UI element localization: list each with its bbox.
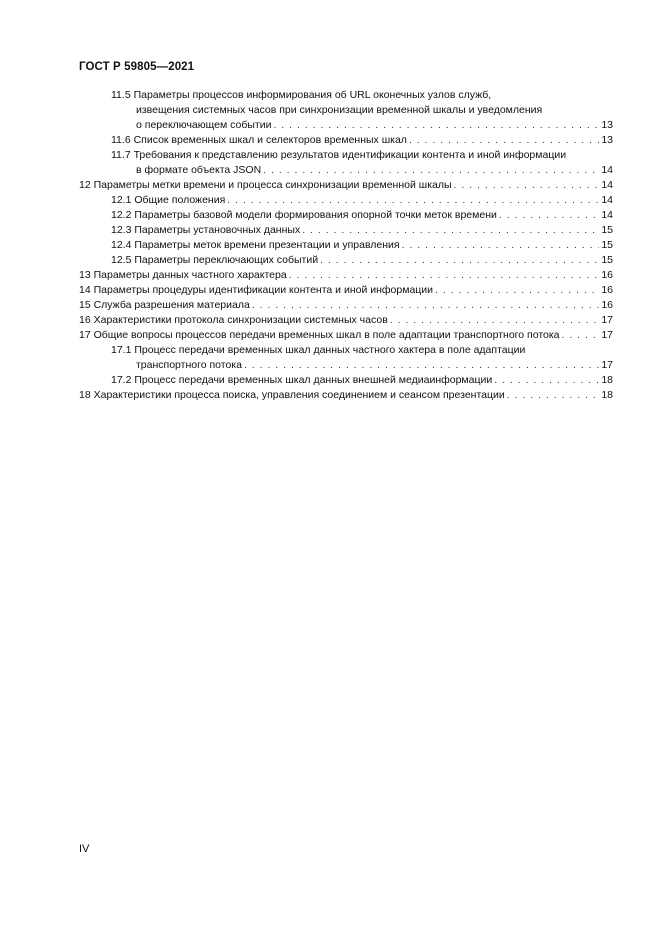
toc-page-number: 15 xyxy=(601,224,613,236)
toc-entry[interactable] xyxy=(79,193,613,208)
toc-entry[interactable] xyxy=(79,388,613,403)
page-number: IV xyxy=(79,843,90,855)
toc-entry[interactable] xyxy=(79,328,613,343)
toc-entry[interactable] xyxy=(79,88,613,133)
toc-entry-title: 12.2 Параметры базовой модели формирования опорной точки меток времени xyxy=(111,209,497,221)
dot-leader xyxy=(562,328,600,343)
toc-entry-title: 12.5 Параметры переключающих событий xyxy=(111,254,319,266)
toc-entry-title: 17.1 Процесс передачи временных шкал данных частного хактера в поле адаптации xyxy=(111,344,526,356)
dot-leader xyxy=(263,163,599,178)
toc-entry[interactable] xyxy=(79,223,613,238)
toc-entry[interactable] xyxy=(79,268,613,283)
toc-page-number: 16 xyxy=(601,269,613,281)
toc-page-number: 15 xyxy=(601,239,613,251)
dot-leader xyxy=(507,388,600,403)
toc-page-number: 15 xyxy=(601,254,613,266)
toc-entry-title: 11.5 Параметры процессов информирования об URL оконечных узлов служб, xyxy=(111,89,492,101)
toc-entry-title: транспортного потока xyxy=(136,359,242,371)
dot-leader xyxy=(435,283,599,298)
toc-entry-title: 12.4 Параметры меток времени презентации и управления xyxy=(111,239,400,251)
toc-entry-title: 18 Характеристики процесса поиска, управления соединением и сеансом презентации xyxy=(79,389,505,401)
toc-entry[interactable] xyxy=(79,208,613,223)
toc-page-number: 14 xyxy=(601,209,613,221)
dot-leader xyxy=(302,223,599,238)
dot-leader xyxy=(273,118,599,133)
dot-leader xyxy=(390,313,600,328)
document-header: ГОСТ Р 59805—2021 xyxy=(79,61,195,73)
toc-page-number: 18 xyxy=(601,374,613,386)
toc-page-number: 14 xyxy=(601,194,613,206)
dot-leader xyxy=(227,193,599,208)
toc-entry-title: 17 Общие вопросы процессов передачи временных шкал в поле адаптации транспортного потока xyxy=(79,329,560,341)
dot-leader xyxy=(252,298,600,313)
toc-entry[interactable] xyxy=(79,313,613,328)
toc-page-number: 14 xyxy=(601,164,613,176)
toc-entry-title: 17.2 Процесс передачи временных шкал данных внешней медиаинформации xyxy=(111,374,493,386)
toc-entry-title: 13 Параметры данных частного характера xyxy=(79,269,287,281)
toc-entry[interactable] xyxy=(79,298,613,313)
toc-entry-title: 12.3 Параметры установочных данных xyxy=(111,224,301,236)
toc-entry-title: 15 Служба разрешения материала xyxy=(79,299,250,311)
toc-entry[interactable] xyxy=(79,133,613,148)
toc-page-number: 16 xyxy=(601,284,613,296)
dot-leader xyxy=(499,208,599,223)
dot-leader xyxy=(402,238,600,253)
toc-page-number: 16 xyxy=(601,299,613,311)
toc-page-number: 17 xyxy=(601,359,613,371)
toc-entry[interactable] xyxy=(79,253,613,268)
toc-entry-title: 11.7 Требования к представлению результатов идентификации контента и иной информации xyxy=(111,149,567,161)
toc-page-number: 17 xyxy=(601,314,613,326)
toc-entry[interactable] xyxy=(79,148,613,178)
dot-leader xyxy=(494,373,599,388)
toc-page-number: 13 xyxy=(601,119,613,131)
toc-page-number: 14 xyxy=(601,179,613,191)
table-of-contents xyxy=(79,88,613,403)
dot-leader xyxy=(409,133,599,148)
toc-page-number: 17 xyxy=(601,329,613,341)
toc-entry[interactable] xyxy=(79,373,613,388)
dot-leader xyxy=(320,253,599,268)
toc-entry[interactable] xyxy=(79,343,613,373)
toc-entry-title: 12.1 Общие положения xyxy=(111,194,226,206)
toc-page-number: 18 xyxy=(601,389,613,401)
dot-leader xyxy=(289,268,600,283)
toc-page-number: 13 xyxy=(601,134,613,146)
toc-entry-title: 14 Параметры процедуры идентификации контента и иной информации xyxy=(79,284,434,296)
toc-entry-title: извещения системных часов при синхронизации временной шкалы и уведомления xyxy=(136,104,543,116)
toc-entry-title: 11.6 Список временных шкал и селекторов временных шкал xyxy=(111,134,407,146)
toc-entry-title: в формате объекта JSON xyxy=(136,164,262,176)
dot-leader xyxy=(454,178,600,193)
toc-entry[interactable] xyxy=(79,238,613,253)
toc-entry[interactable] xyxy=(79,283,613,298)
dot-leader xyxy=(244,358,599,373)
toc-entry-title: 16 Характеристики протокола синхронизации системных часов xyxy=(79,314,388,326)
toc-entry[interactable] xyxy=(79,178,613,193)
toc-entry-title: о переключающем событии xyxy=(136,119,272,131)
toc-entry-title: 12 Параметры метки времени и процесса синхронизации временной шкалы xyxy=(79,179,452,191)
